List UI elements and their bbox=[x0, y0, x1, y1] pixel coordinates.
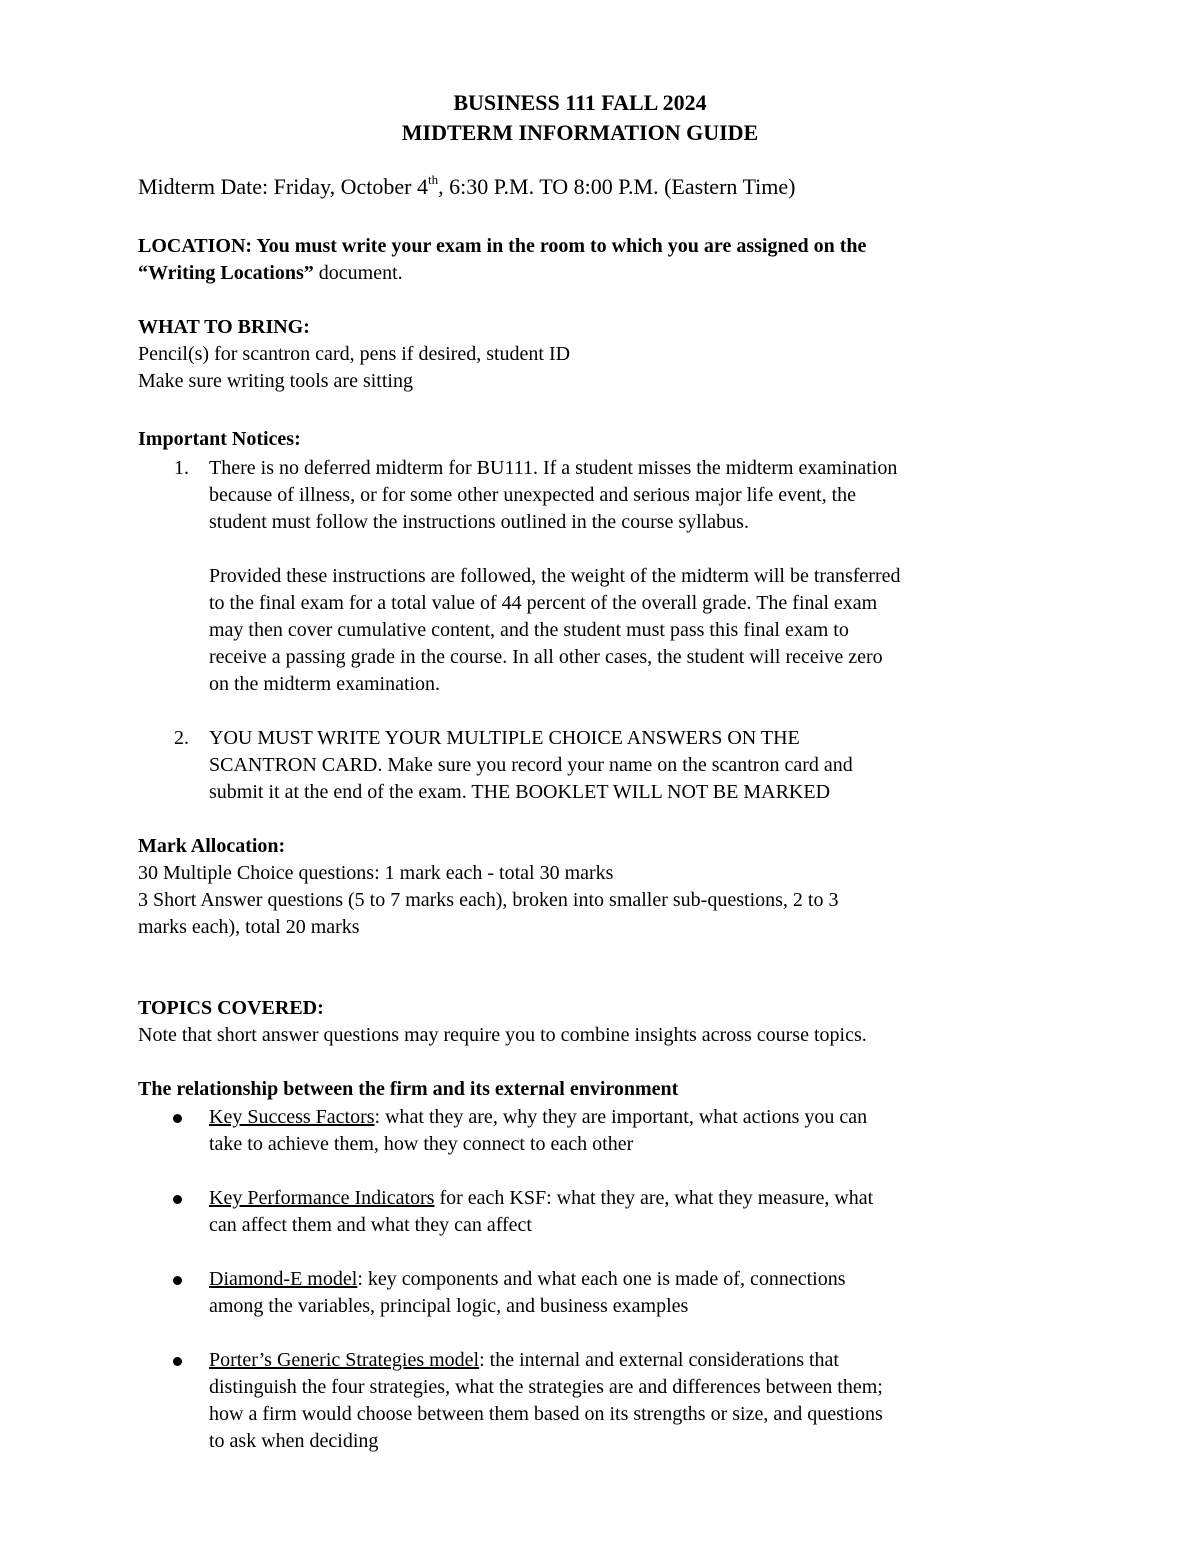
bullet-text: distinguish the four strategies, what the strategies are and differences between them; bbox=[209, 1376, 883, 1398]
bullet-dot-icon bbox=[173, 1276, 182, 1285]
notice-line: submit it at the end of the exam. THE BOOKLET WILL NOT BE MARKED bbox=[209, 781, 831, 803]
bullet-text: take to achieve them, how they connect to each other bbox=[209, 1133, 634, 1155]
notice-line: YOU MUST WRITE YOUR MULTIPLE CHOICE ANSWERS ON THE bbox=[209, 727, 800, 749]
notice-line: may then cover cumulative content, and the student must pass this final exam to bbox=[209, 619, 849, 641]
bullet-text: among the variables, principal logic, and business examples bbox=[209, 1295, 689, 1317]
section-heading: The relationship between the firm and its external environment bbox=[138, 1078, 679, 1100]
notice-line: Provided these instructions are followed, the weight of the midterm will be transferred bbox=[209, 565, 901, 587]
writing-locations-ref: “Writing Locations” bbox=[138, 262, 314, 284]
topics-note: Note that short answer questions may require you to combine insights across course topics. bbox=[138, 1024, 867, 1046]
bullet-text: : the internal and external considerations that bbox=[479, 1349, 839, 1371]
bullet-term: Key Performance Indicators bbox=[209, 1187, 435, 1209]
location-label: LOCATION: You must write your exam in the room to which you are assigned on the bbox=[138, 235, 867, 257]
date-superscript: th bbox=[428, 171, 439, 187]
bullet-text: for each KSF: what they are, what they measure, what bbox=[434, 1187, 874, 1209]
notice-line: There is no deferred midterm for BU111. If a student misses the midterm examination bbox=[209, 457, 898, 479]
bullet-text: can affect them and what they can affect bbox=[209, 1214, 532, 1236]
notice-line: because of illness, or for some other unexpected and serious major life event, the bbox=[209, 484, 857, 506]
bullet-term: Key Success Factors bbox=[209, 1106, 375, 1128]
bullet-text: how a firm would choose between them based on its strengths or size, and questions bbox=[209, 1403, 883, 1425]
bullet-text: : key components and what each one is made of, connections bbox=[357, 1268, 846, 1290]
notices-heading: Important Notices: bbox=[138, 428, 301, 450]
midterm-date bbox=[138, 172, 795, 202]
marks-line: 30 Multiple Choice questions: 1 mark each - total 30 marks bbox=[138, 862, 614, 884]
bullet-dot-icon bbox=[173, 1114, 182, 1123]
topics-section bbox=[138, 995, 1038, 1049]
bring-heading: WHAT TO BRING: bbox=[138, 316, 310, 338]
bullet-dot-icon bbox=[173, 1357, 182, 1366]
date-suffix: , 6:30 P.M. TO 8:00 P.M. (Eastern Time) bbox=[438, 174, 796, 199]
location-rest: document. bbox=[313, 262, 403, 284]
title-line-1: BUSINESS 111 FALL 2024 bbox=[453, 90, 707, 115]
marks-line: 3 Short Answer questions (5 to 7 marks each), broken into smaller sub-questions, 2 to 3 bbox=[138, 889, 839, 911]
bring-line: Make sure writing tools are sitting bbox=[138, 370, 413, 392]
marks-heading: Mark Allocation: bbox=[138, 835, 286, 857]
bullet-text: to ask when deciding bbox=[209, 1430, 379, 1452]
notice-line: SCANTRON CARD. Make sure you record your name on the scantron card and bbox=[209, 754, 853, 776]
bullet-term: Porter’s Generic Strategies model bbox=[209, 1349, 480, 1371]
bullet-dot-icon bbox=[173, 1195, 182, 1204]
notice-number: 1. bbox=[174, 457, 189, 479]
bring-section bbox=[138, 314, 1038, 395]
notice-line: student must follow the instructions outlined in the course syllabus. bbox=[209, 511, 749, 533]
notice-line: to the final exam for a total value of 44 percent of the overall grade. The final exam bbox=[209, 592, 878, 614]
notice-number: 2. bbox=[174, 727, 189, 749]
title-line-2: MIDTERM INFORMATION GUIDE bbox=[401, 120, 759, 145]
marks-section bbox=[138, 833, 1038, 941]
marks-line: marks each), total 20 marks bbox=[138, 916, 360, 938]
bullet-text: : what they are, why they are important, what actions you can bbox=[374, 1106, 868, 1128]
bring-line: Pencil(s) for scantron card, pens if desired, student ID bbox=[138, 343, 571, 365]
notice-line: receive a passing grade in the course. In all other cases, the student will receive zero bbox=[209, 646, 883, 668]
bullet-term: Diamond-E model bbox=[209, 1268, 358, 1290]
date-prefix: Midterm Date: Friday, October 4 bbox=[138, 174, 428, 199]
notice-line: on the midterm examination. bbox=[209, 673, 441, 695]
location-section bbox=[138, 233, 1038, 287]
topics-heading: TOPICS COVERED: bbox=[138, 997, 324, 1019]
